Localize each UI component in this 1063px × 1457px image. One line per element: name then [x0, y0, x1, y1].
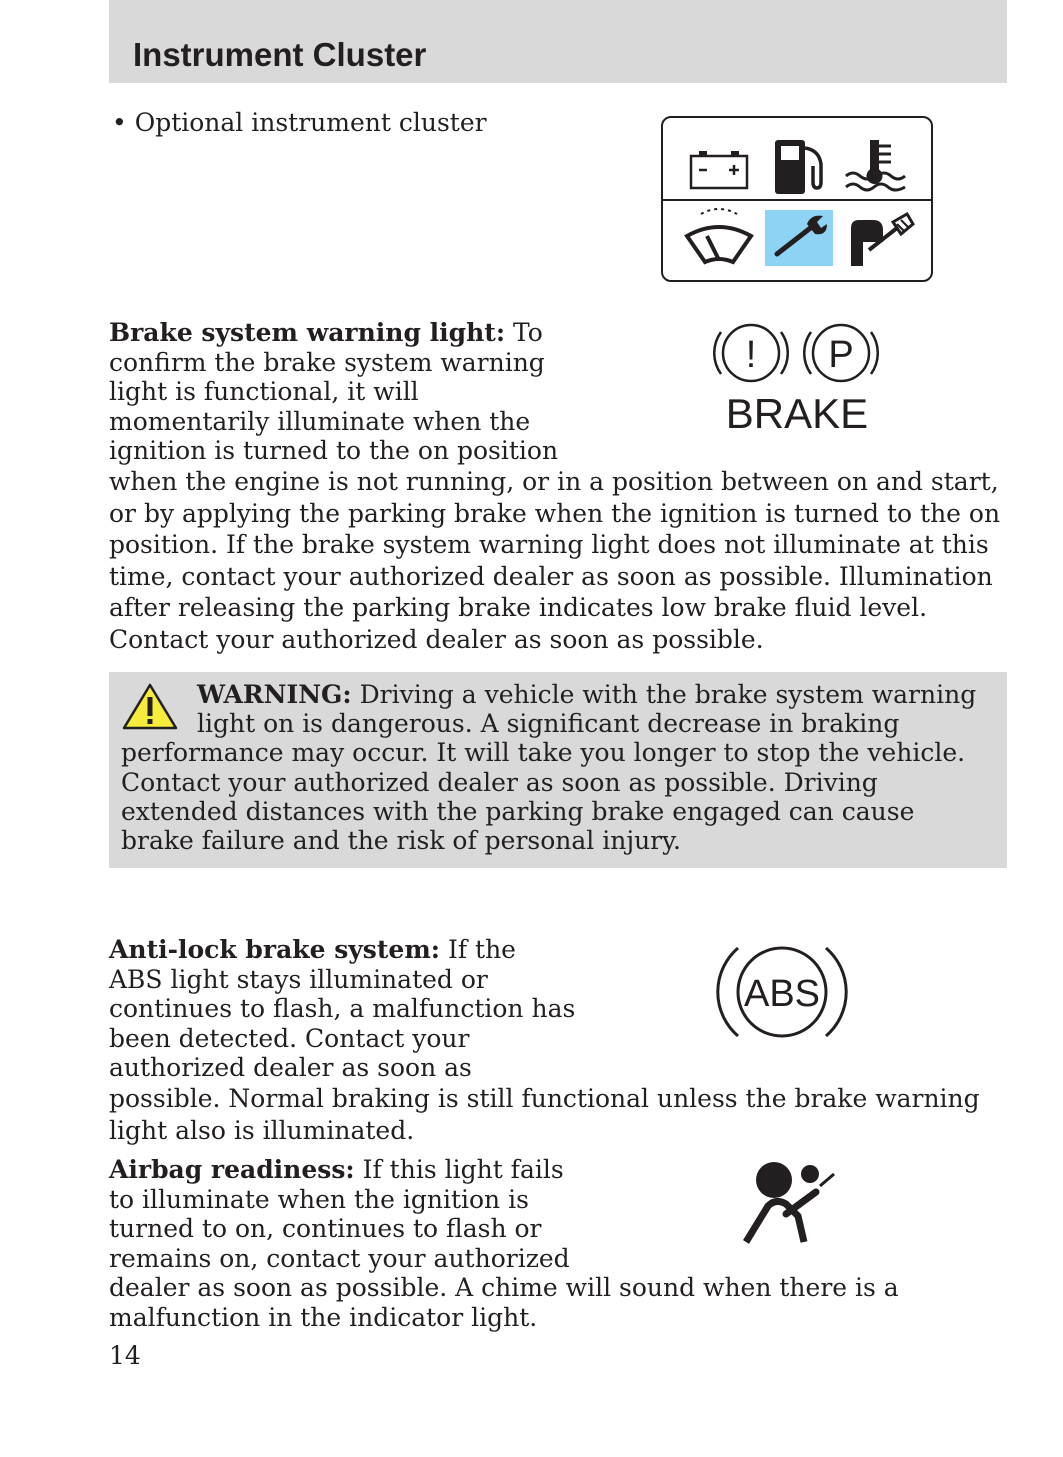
washer-fluid-icon: [681, 206, 757, 268]
brake-section-intro: [109, 318, 558, 466]
airbag-line-4: remains on, contact your authorized: [109, 1243, 570, 1273]
warning-label: WARNING:: [197, 680, 352, 709]
airbag-icon: [742, 1158, 838, 1246]
brake-line-5: ignition is turned to the on position: [109, 436, 559, 465]
brake-warning-icon: [713, 318, 879, 434]
battery-icon: [689, 150, 749, 190]
cluster-divider: [663, 199, 931, 201]
warning-box: [109, 672, 1007, 868]
abs-icon-label: ABS: [743, 973, 821, 1015]
brake-line-1: Brake system warning light: To: [109, 318, 543, 347]
brake-continuation: when the engine is not running, or in a position between on and start, or by applying the parking brake when the ignition is turned to the on position. If the brake system warning light does not illuminate at this time, contact your authorized dealer as soon as possible. Illumination after releasing the parking brake indicates low brake fluid level. Contact your authorized dealer as soon as possible.: [109, 467, 1001, 654]
abs-line-5: authorized dealer as soon as: [109, 1053, 472, 1082]
warning-text: [121, 680, 991, 855]
abs-warning-icon: [716, 938, 848, 1046]
page-title: Instrument Cluster: [133, 36, 427, 73]
abs-line-2: ABS light stays illuminated or: [109, 964, 488, 994]
bullet-item: • Optional instrument cluster: [112, 108, 487, 137]
airbag-line-2: to illuminate when the ignition is: [109, 1184, 529, 1214]
brake-line-3: light is functional, it will: [109, 377, 419, 406]
abs-continuation: possible. Normal braking is still functional unless the brake warning light also is illuminated.: [109, 1084, 980, 1145]
abs-line-4: been detected. Contact your: [109, 1023, 470, 1053]
abs-heading: Anti-lock brake system:: [109, 935, 441, 964]
brake-line-4: momentarily illuminate when the: [109, 406, 531, 436]
brake-icon-label: BRAKE: [725, 390, 869, 434]
airbag-line-1: Airbag readiness: If this light fails: [109, 1155, 564, 1184]
brake-line-2: confirm the brake system warning: [109, 347, 545, 377]
page-number: 14: [109, 1341, 141, 1370]
warning-line-1: WARNING: Driving a vehicle with the brake system warning: [197, 680, 977, 709]
wrench-icon: [767, 212, 831, 264]
brake-exclamation-symbol: !: [745, 334, 757, 376]
brake-parking-symbol: P: [828, 334, 854, 376]
brake-heading: Brake system warning light:: [109, 318, 506, 347]
warning-rest: performance may occur. It will take you longer to stop the vehicle. Contact your authorized dealer as soon as possible. Driving extended distances with the parking brake engaged can cause brake failure and the risk of personal injury.: [121, 738, 966, 856]
abs-section-intro: [109, 935, 575, 1083]
header-bar: [109, 0, 1007, 83]
fuel-pump-icon: [773, 138, 829, 196]
door-ajar-icon: [847, 210, 919, 270]
airbag-line-3: turned to on, continues to flash or: [109, 1214, 542, 1243]
airbag-section-intro: [109, 1155, 570, 1273]
coolant-temp-icon: [843, 138, 909, 196]
instrument-cluster-illustration: [661, 116, 933, 282]
airbag-heading: Airbag readiness:: [109, 1155, 355, 1184]
airbag-continuation: dealer as soon as possible. A chime will sound when there is a malfunction in the indicator light.: [109, 1273, 899, 1332]
warning-line-2: light on is dangerous. A significant decrease in braking: [197, 709, 900, 739]
abs-line-1: Anti-lock brake system: If the: [109, 935, 516, 964]
abs-line-3: continues to flash, a malfunction has: [109, 994, 576, 1023]
